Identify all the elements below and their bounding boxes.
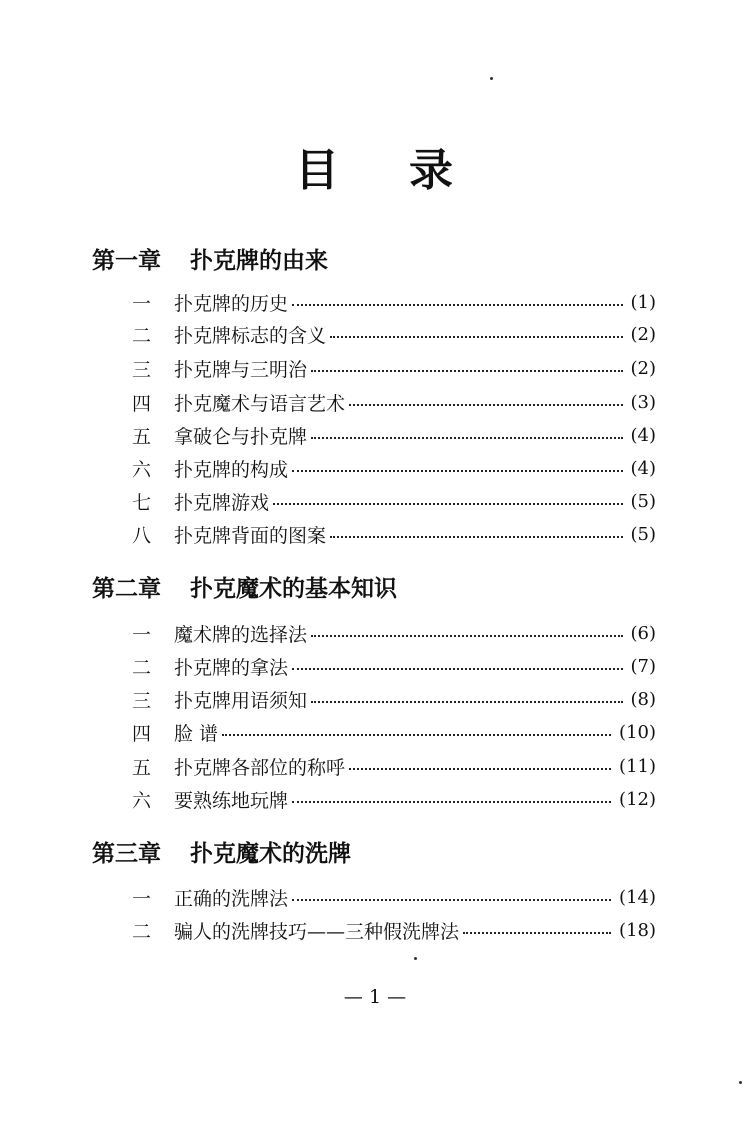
- page-title: [0, 134, 750, 198]
- entry-page: (7): [630, 655, 656, 677]
- entry-page: (5): [630, 490, 656, 512]
- chapter-heading: [92, 570, 397, 603]
- entry-title: 魔术牌的选择法: [174, 623, 308, 646]
- entry-title: 扑克牌的拿法: [174, 656, 289, 679]
- toc-entry: [132, 717, 656, 747]
- entry-number: 一: [132, 292, 152, 315]
- chapter-title: 扑克牌的由来: [190, 248, 328, 274]
- entry-page: (14): [619, 886, 656, 908]
- toc-entry: [132, 486, 656, 516]
- toc-entry: [132, 751, 656, 781]
- chapter-title: 扑克魔术的洗牌: [190, 841, 351, 867]
- dot-leader: [330, 536, 622, 538]
- chapter-number: 第一章: [92, 248, 161, 274]
- entry-page: (4): [630, 424, 656, 446]
- entry-title: 扑克牌各部位的称呼: [174, 756, 346, 779]
- entry-number: 一: [132, 887, 152, 910]
- entry-title: 骗人的洗牌技巧——三种假洗牌法: [174, 920, 460, 943]
- entry-title: 脸 谱: [174, 722, 219, 745]
- entry-number: 五: [132, 756, 152, 779]
- entry-number: 四: [132, 722, 152, 745]
- entry-title: 要熟练地玩牌: [174, 789, 289, 812]
- dot-leader: [292, 899, 611, 901]
- entry-page: (12): [619, 788, 656, 810]
- entry-page: (5): [630, 523, 656, 545]
- dot-leader: [349, 768, 611, 770]
- entry-number: 四: [132, 392, 152, 415]
- dot-leader: [463, 932, 611, 934]
- entry-title: 扑克牌的构成: [174, 458, 289, 481]
- toc-entry: [132, 387, 656, 417]
- entry-title: 扑克牌游戏: [174, 491, 270, 514]
- entry-number: 二: [132, 324, 152, 347]
- entry-title: 扑克牌背面的图案: [174, 524, 327, 547]
- entry-number: 六: [132, 789, 152, 812]
- toc-entry: [132, 882, 656, 912]
- page-title-part2: 录: [409, 145, 455, 196]
- entry-number: 六: [132, 458, 152, 481]
- entry-page: (2): [630, 323, 656, 345]
- entry-page: (2): [630, 357, 656, 379]
- entry-title: 扑克魔术与语言艺术: [174, 392, 346, 415]
- dot-leader: [311, 370, 622, 372]
- entry-title: 扑克牌的历史: [174, 292, 289, 315]
- entry-page: (11): [619, 755, 656, 777]
- entry-number: 二: [132, 920, 152, 943]
- chapter-heading: [92, 835, 351, 868]
- entry-title: 正确的洗牌法: [174, 887, 289, 910]
- dot-leader: [311, 635, 622, 637]
- entry-number: 五: [132, 425, 152, 448]
- scan-speck: [414, 957, 417, 960]
- dot-leader: [349, 404, 622, 406]
- entry-number: 三: [132, 689, 152, 712]
- chapter-number: 第二章: [92, 576, 161, 602]
- toc-entry: [132, 453, 656, 483]
- entry-title: 扑克牌标志的含义: [174, 324, 327, 347]
- dot-leader: [311, 701, 622, 703]
- entry-title: 扑克牌用语须知: [174, 689, 308, 712]
- chapter-number: 第三章: [92, 841, 161, 867]
- dot-leader: [330, 336, 622, 338]
- entry-title: 拿破仑与扑克牌: [174, 425, 308, 448]
- dot-leader: [311, 437, 622, 439]
- toc-entry: [132, 684, 656, 714]
- entry-number: 七: [132, 491, 152, 514]
- entry-page: (4): [630, 457, 656, 479]
- entry-page: (18): [619, 919, 656, 941]
- page-number: — 1 —: [343, 986, 407, 1008]
- dot-leader: [273, 503, 622, 505]
- entry-number: 八: [132, 524, 152, 547]
- dot-leader: [292, 668, 622, 670]
- entry-number: 二: [132, 656, 152, 679]
- toc-entry: [132, 651, 656, 681]
- scan-speck: [739, 1081, 742, 1084]
- page-title-part1: 目: [295, 145, 341, 196]
- toc-entry: [132, 519, 656, 549]
- entry-page: (1): [630, 291, 656, 313]
- dot-leader: [292, 304, 622, 306]
- dot-leader: [222, 734, 611, 736]
- toc-entry: [132, 319, 656, 349]
- toc-entry: [132, 618, 656, 648]
- chapter-title: 扑克魔术的基本知识: [190, 576, 397, 602]
- dot-leader: [292, 801, 611, 803]
- toc-entry: [132, 784, 656, 814]
- entry-page: (6): [630, 622, 656, 644]
- entry-page: (3): [630, 391, 656, 413]
- entry-page: (8): [630, 688, 656, 710]
- entry-title: 扑克牌与三明治: [174, 358, 308, 381]
- dot-leader: [292, 470, 622, 472]
- entry-page: (10): [619, 721, 656, 743]
- entry-number: 三: [132, 358, 152, 381]
- toc-entry: [132, 353, 656, 383]
- toc-entry: [132, 420, 656, 450]
- scan-speck: [490, 77, 493, 80]
- toc-entry: [132, 287, 656, 317]
- chapter-heading: [92, 242, 328, 275]
- toc-entry: [132, 915, 656, 945]
- entry-number: 一: [132, 623, 152, 646]
